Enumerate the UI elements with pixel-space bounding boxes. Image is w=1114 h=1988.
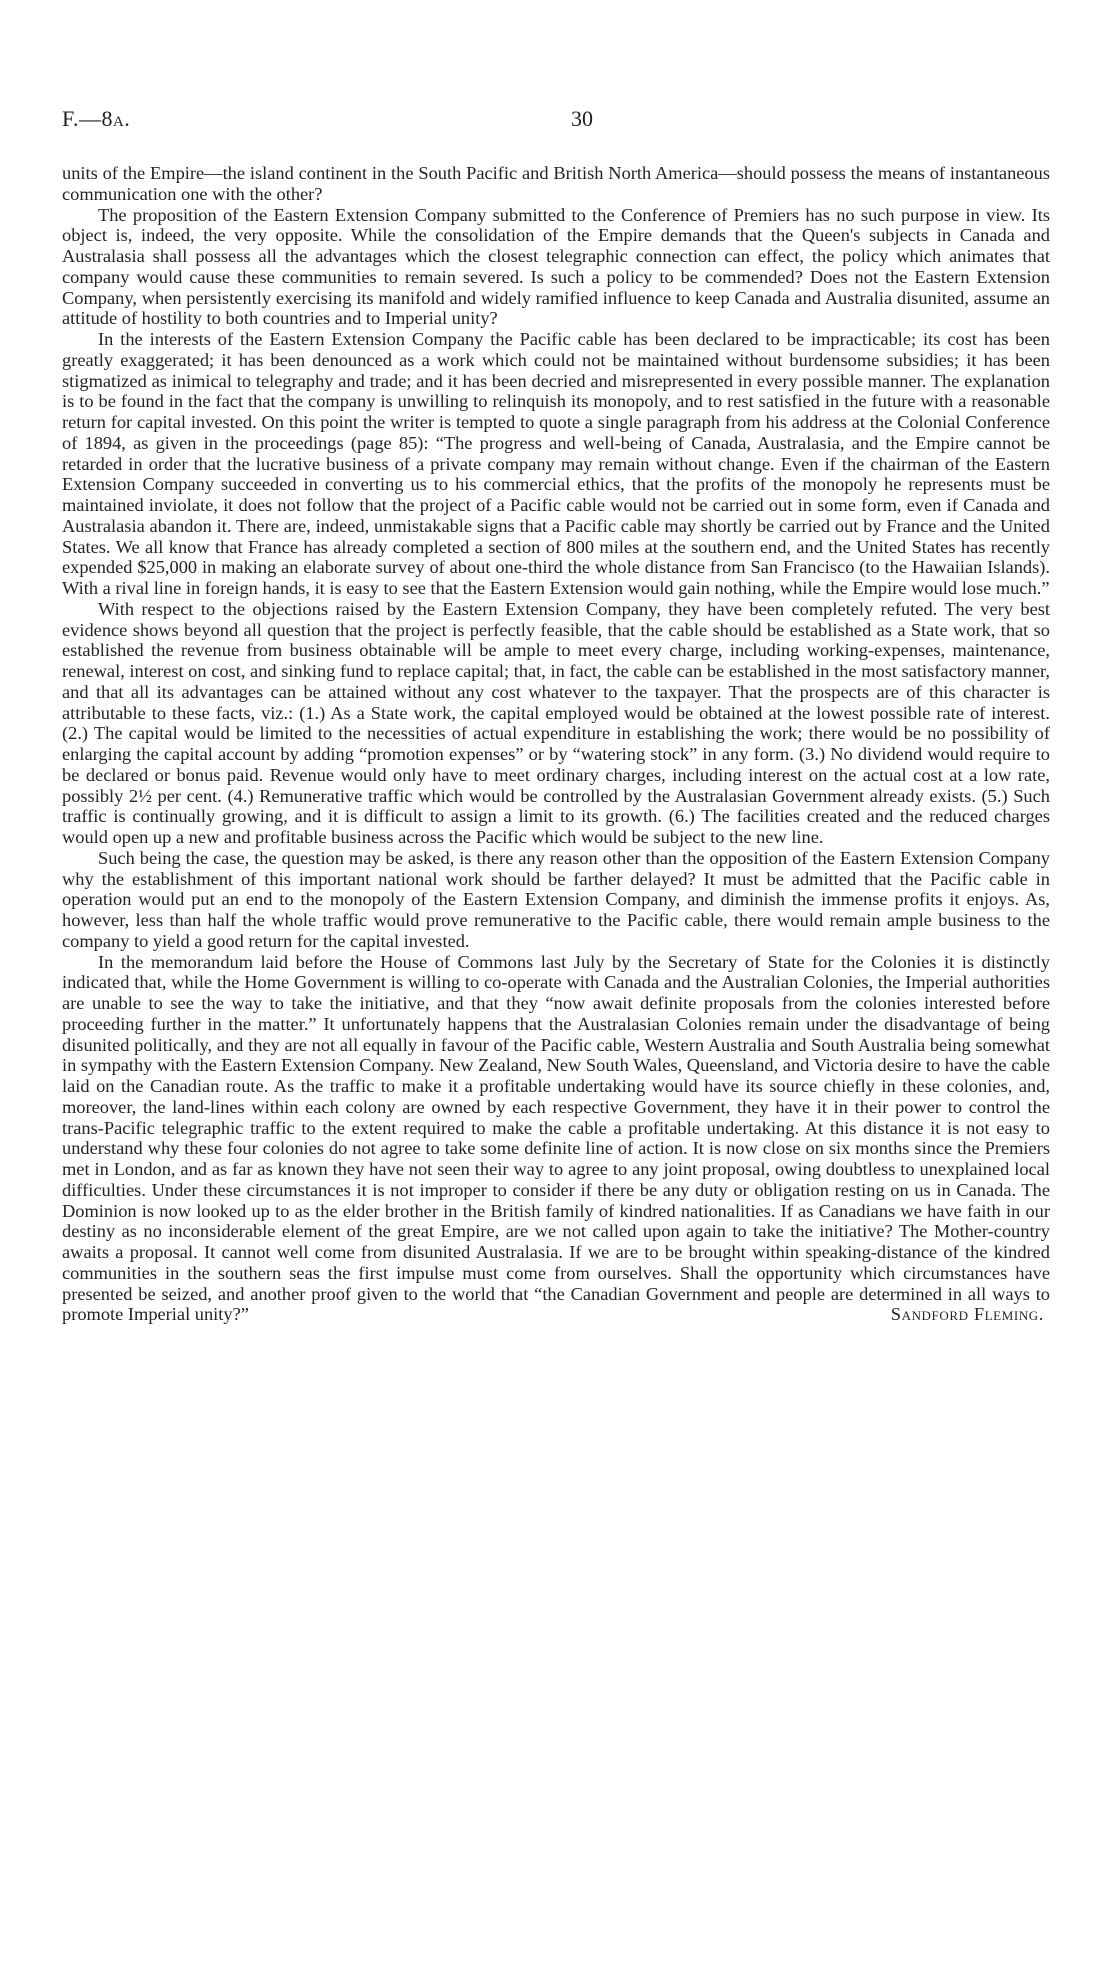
page-number: 30 [571, 106, 593, 131]
paragraph-continuation: units of the Empire—the island continent in the South Pacific and British North America—should possess the means of instantaneous communication one with the other? [62, 163, 1050, 204]
paragraph-objections-refuted: With respect to the objections raised by the Eastern Extension Company, they have been completely refuted. The very best evidence shows beyond all question that the project is perfectly feasible, that the cable should be established as a State work, that so established the revenue from business obtainable will be ample to meet every charge, including working-expenses, maintenance, renewal, interest on cost, and sinking fund to replace capital; that, in fact, the cable can be established in the most satisfactory manner, and that all its advantages can be attained without any cost whatever to the taxpayer. That the prospects are of this character is attributable to these facts, viz.: (1.) As a State work, the capital employed would be obtained at the lowest possible rate of interest. (2.) The capital would be limited to the necessities of actual expenditure in establishing the work; there would be no possibility of enlarging the capital account by adding “promotion expenses” or by “watering stock” in any form. (3.) No dividend would require to be declared or bonus paid. Revenue would only have to meet ordinary charges, including interest on the actual cost at a low rate, possibly 2½ per cent. (4.) Remunerative traffic which would be controlled by the Australasian Government already exists. (5.) Such traffic is continually growing, and it is difficult to assign a limit to its growth. (6.) The facilities created and the reduced charges would open up a new and profitable business across the Pacific which would be subject to the new line. [62, 598, 1050, 847]
page-header [62, 106, 1062, 140]
paragraph-monopoly-question: Such being the case, the question may be asked, is there any reason other than the opposition of the Eastern Extension Company why the establishment of this important national work should be farther delayed? It must be admitted that the Pacific cable in operation would put an end to the monopoly of the Eastern Extension Company, and diminish the immense profits it enjoys. As, however, less than half the whole traffic would prove remunerative to the Pacific cable, there would remain ample business to the company to yield a good return for the capital invested. [62, 847, 1050, 951]
paragraph-cable-objections-quote: In the interests of the Eastern Extension Company the Pacific cable has been declared to be impracticable; its cost has been greatly exaggerated; it has been denounced as a work which could not be maintained without burdensome subsidies; it has been stigmatized as inimical to telegraphy and trade; and it has been decried and misrepresented in every possible manner. The explanation is to be found in the fact that the company is unwilling to relinquish its monopoly, and to rest satisfied in the future with a reasonable return for capital invested. On this point the writer is tempted to quote a single paragraph from his address at the Colonial Conference of 1894, as given in the proceedings (page 85): “The progress and well-being of Canada, Australasia, and the Empire cannot be retarded in order that the lucrative business of a private company may remain without change. Even if the chairman of the Eastern Extension Company succeeded in converting us to his commercial ethics, that the profits of the monopoly he represents must be maintained inviolate, it does not follow that the project of a Pacific cable would not be carried out in some form, even if Canada and Australasia abandon it. There are, indeed, unmistakable signs that a Pacific cable may shortly be carried out by France and the United States. We all know that France has already completed a section of 800 miles at the southern end, and the United States has recently expended $25,000 in making an elaborate survey of about one-third the whole distance from San Francisco (to the Hawaiian Islands). With a rival line in foreign hands, it is easy to see that the Eastern Extension would gain nothing, while the Empire would lose much.” [62, 329, 1050, 598]
paragraph-memorandum-text: In the memorandum laid before the House of Commons last July by the Secretary of State for the Colonies it is distinctly indicated that, while the Home Government is willing to co-operate with Canada and the Australian Colonies, the Imperial authorities are unable to see the way to take the initiative, and that they “now await definite proposals from the colonies interested before proceeding further in the matter.” It unfortunately happens that the Australasian Colonies remain under the disadvantage of being disunited politically, and they are not all equally in favour of the Pacific cable, Western Australia and South Australia being somewhat in sympathy with the Eastern Extension Company. New Zealand, New South Wales, Queensland, and Victoria desire to have the cable laid on the Canadian route. As the traffic to make it a profitable undertaking would have its source chiefly in these colonies, and, moreover, the land-lines within each colony are owned by each respective Government, they have it in their power to control the trans-Pacific telegraphic traffic to the extent required to make the cable a profitable undertaking. At this distance it is not easy to understand why these four colonies do not agree to take some definite line of action. It is now close on six months since the Premiers met in London, and as far as known they have not seen their way to agree to any joint proposal, owing doubtless to unexplained local difficulties. Under these circumstances it is not improper to consider if there be any duty or obligation resting on us in Canada. The Dominion is now looked up to as the elder brother in the British family of kindred nationalities. If as Canadians we have faith in our destiny as no inconsiderable element of the great Empire, are we not called upon again to take the initiative? The Mother-country awaits a proposal. It cannot well come from disunited Australasia. If we are to be brought within speaking-distance of the kindred communities in the southern seas the first impulse must come from ourselves. Shall the opportunity which circumstances have presented be seized, and another proof given to the world that “the Canadian Government and people are determined in all ways to promote Imperial unity?” [62, 951, 1050, 1325]
author-signature: Sandford Fleming. [890, 1304, 1044, 1325]
paragraph-eastern-extension-proposition: The proposition of the Eastern Extension Company submitted to the Conference of Premiers has no such purpose in view. Its object is, indeed, the very opposite. While the consolidation of the Empire demands that the Queen's subjects in Canada and Australasia shall possess all the advantages which the closest telegraphic connection can effect, the policy which animates that company would cause these communities to remain severed. Is such a policy to be commended? Does not the Eastern Extension Company, when persistently exercising its manifold and widely ramified influence to keep Canada and Australia disunited, assume an attitude of hostility to both countries and to Imperial unity? [62, 204, 1050, 329]
paragraph-memorandum-conclusion [62, 952, 1050, 1326]
article-body [62, 163, 1050, 1325]
document-reference: F.—8a. [62, 106, 131, 131]
